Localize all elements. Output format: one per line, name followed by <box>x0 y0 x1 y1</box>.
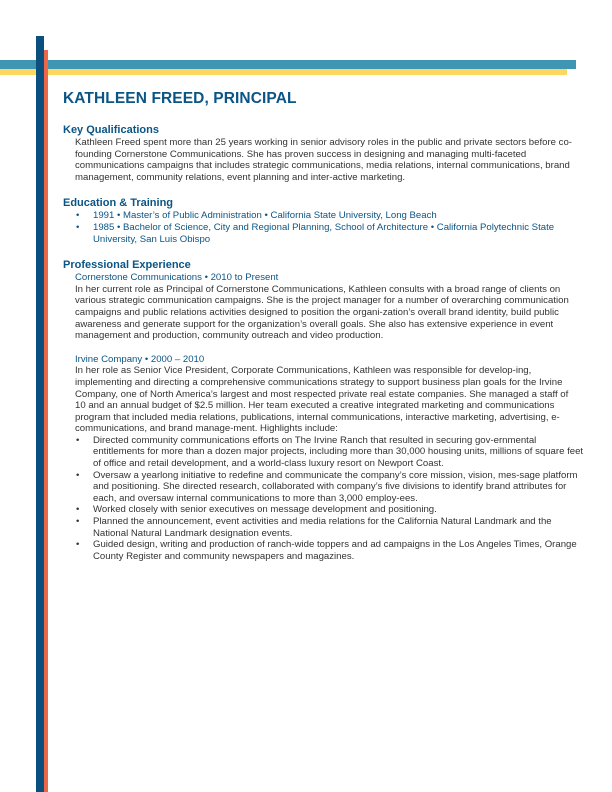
decorative-orange-bar <box>44 50 48 792</box>
list-item: • Planned the announcement, event activities and media relations for the California Natural Landmark and the National Natural Landmark designation events. <box>76 516 552 539</box>
decorative-yellow-band <box>0 69 567 75</box>
bullet-icon: • <box>76 516 80 528</box>
bullet-icon: • <box>76 210 80 222</box>
list-item: • Worked closely with senior executives on message development and positioning. <box>76 504 437 516</box>
page-title: KATHLEEN FREED, PRINCIPAL <box>63 90 297 107</box>
bullet-icon: • <box>76 221 80 233</box>
resume-content <box>63 90 583 562</box>
decorative-navy-bar <box>36 36 44 792</box>
bullet-icon: • <box>76 434 80 446</box>
section-heading: Education & Training <box>63 197 174 210</box>
key-qualifications-section <box>63 124 583 183</box>
list-item: • 1985 • Bachelor of Science, City and Regional Planning, School of Architecture • California Polytechnic State University, San Luis Obispo <box>76 221 555 245</box>
job-description: In her role as Senior Vice President, Corporate Communications, Kathleen was responsible for develop-ing, implementing and directing a comprehensive communications strategy to support business plan goals for the Irvine Company, one of North America’s largest and most respected private real estate companies. She managed a staff of 10 and an annual budget of $2.5 million. Her team executed a creative integrated marketing and communications program that included media relations, publications, internal communications, interactive marketing, advertising, e-communications, and brand manage-ment. Highlights include: <box>75 365 569 435</box>
list-item: • Directed community communications efforts on The Irvine Ranch that resulted in securing gov-ernmental entitlements for more than a dozen major projects, including more than 30,000 housing units, millions of square feet of office and retail development, and a world-class luxury resort on Newport Coast. <box>76 434 584 470</box>
job-description: In her current role as Principal of Cornerstone Communications, Kathleen consults with a broad range of clients on various strategic communication campaigns. She is the project manager for a number of overarching communication campaigns and public relations activities designed to position the organi-zation’s overall brand identity, build public awareness and generate support for the organization’s overall goals. She also has extensive experience in event management and production, community outreach and video production. <box>75 283 569 342</box>
bullet-icon: • <box>76 539 80 551</box>
list-item: • 1991 • Master’s of Public Administration • California State University, Long Beach <box>76 210 437 222</box>
education-list <box>75 210 583 245</box>
experience-section <box>63 259 583 562</box>
job-entry <box>63 272 583 342</box>
job-entry <box>63 354 583 563</box>
decorative-teal-band <box>0 60 576 69</box>
education-section <box>63 197 583 245</box>
section-heading: Professional Experience <box>63 259 191 272</box>
qualifications-text: Kathleen Freed spent more than 25 years working in senior advisory roles in the public and private sectors before co-founding Cornerstone Communications. She has proven success in designing and managing multi-faceted communications campaigns that includes strategic communications, media relations, internal communications, brand management, community relations, event planning and inter-active marketing. <box>75 137 573 183</box>
highlights-list <box>75 435 583 563</box>
bullet-icon: • <box>76 469 80 481</box>
list-item: • Guided design, writing and production of ranch-wide toppers and ad campaigns in the Los Angeles Times, Orange County Register and community newspapers and magazines. <box>76 539 577 562</box>
job-title: Irvine Company • 2000 – 2010 <box>75 353 205 365</box>
job-title: Cornerstone Communications • 2010 to Present <box>75 272 279 284</box>
bullet-icon: • <box>76 504 80 516</box>
list-item: • Oversaw a yearlong initiative to redefine and communicate the company’s core mission, vision, mes-sage platform and positioning. She directed research, collaborated with company’s five divisions to identify brand attributes for each, and oversaw internal communications to more than 3,000 employ-ees. <box>76 469 578 504</box>
section-heading: Key Qualifications <box>63 124 159 136</box>
